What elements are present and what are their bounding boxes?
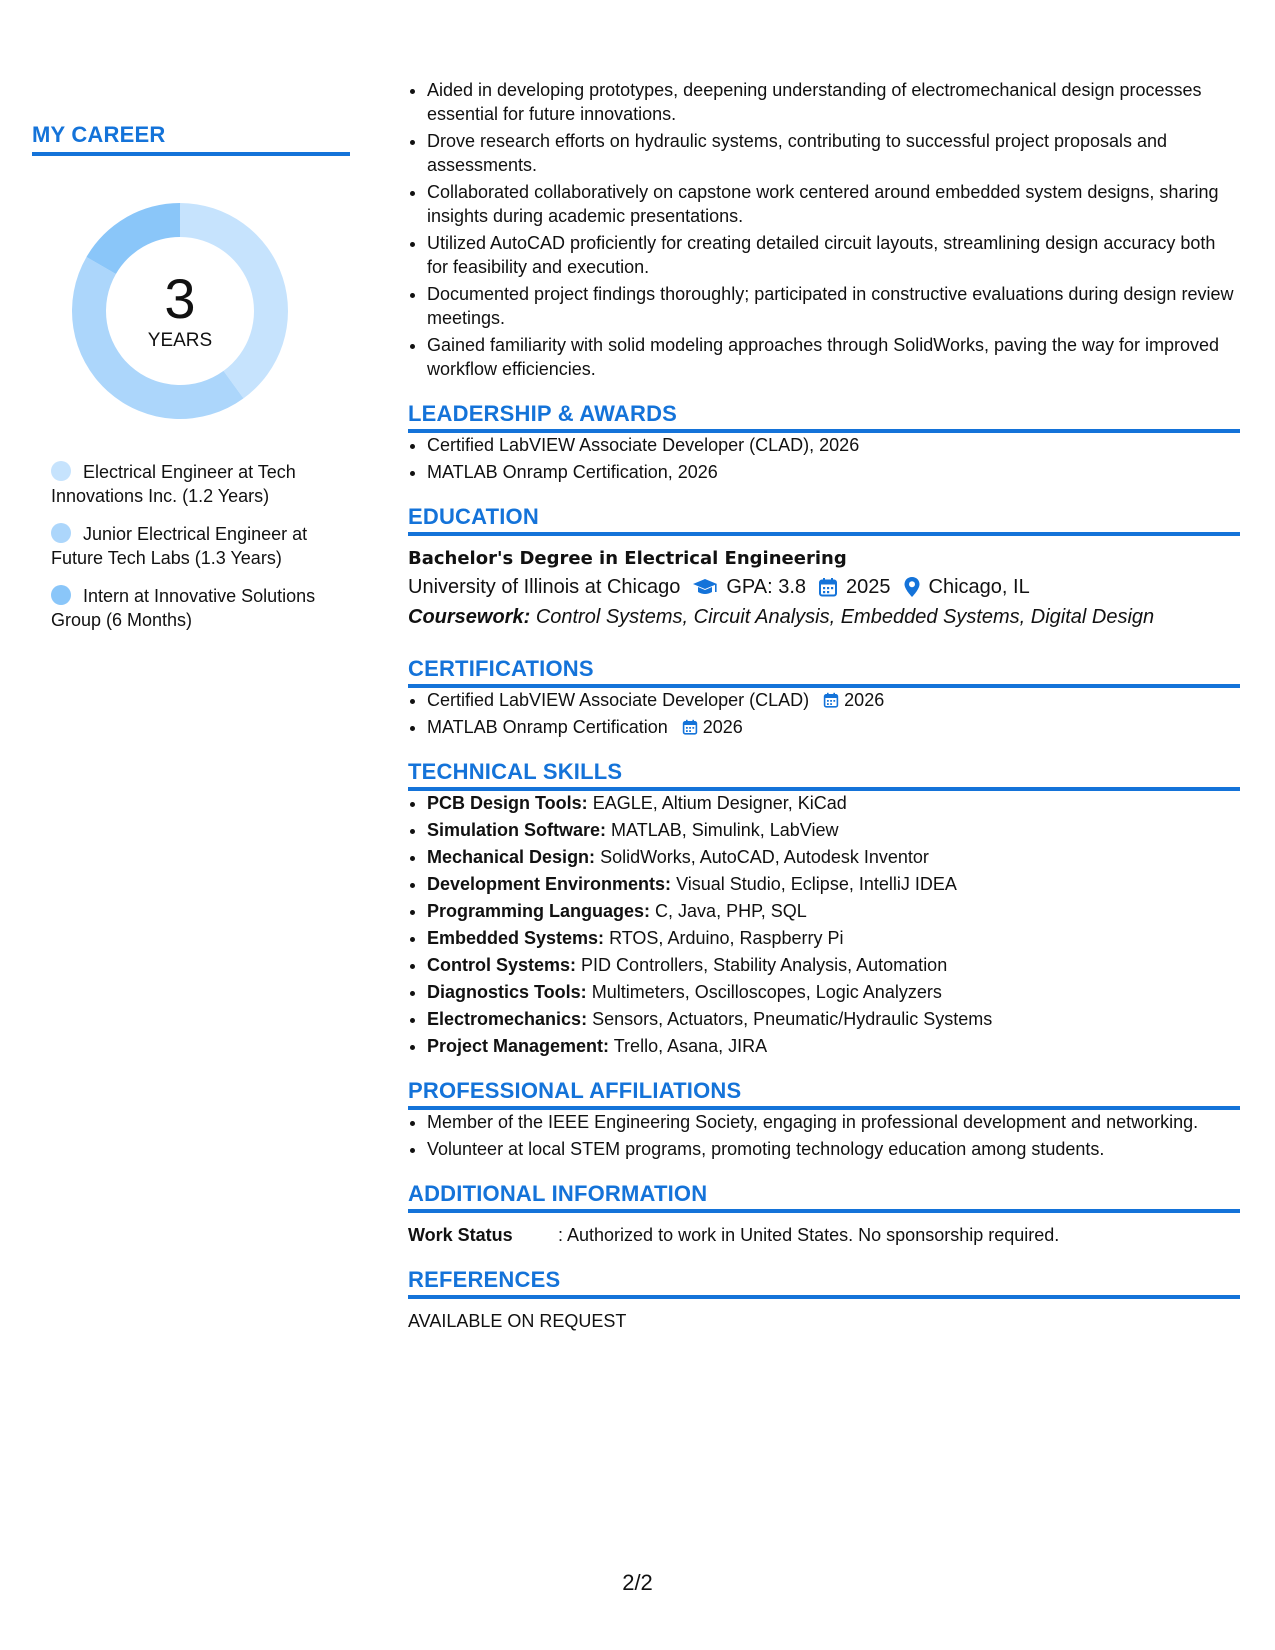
list-item	[427, 926, 1240, 950]
legend-label: Electrical Engineer at Tech Innovations Inc. (1.2 Years)	[51, 462, 296, 506]
career-title: MY CAREER	[32, 122, 350, 156]
list-item: • MATLAB Onramp Certification, 2026	[427, 460, 1240, 484]
gpa: GPA: 3.8	[726, 576, 807, 598]
legend-dot	[51, 523, 71, 543]
calendar-icon	[682, 718, 698, 736]
list-item	[427, 953, 1240, 977]
list-item: • Certified LabVIEW Associate Developer (CLAD), 2026	[427, 433, 1240, 457]
section-title-certifications: CERTIFICATIONS	[408, 656, 1240, 688]
work-status-value: : Authorized to work in United States. No sponsorship required.	[558, 1225, 1060, 1245]
career-sidebar	[32, 122, 352, 646]
section-title-education: EDUCATION	[408, 504, 1240, 536]
list-item	[427, 899, 1240, 923]
skill-category: PCB Design Tools:	[427, 793, 588, 813]
references-text: AVAILABLE ON REQUEST	[408, 1311, 627, 1331]
skills-list	[408, 791, 1240, 1058]
skill-values: Sensors, Actuators, Pneumatic/Hydraulic Systems	[592, 1009, 993, 1029]
skill-category: Project Management:	[427, 1036, 610, 1056]
legend-item	[51, 460, 321, 508]
education-location: Chicago, IL	[928, 576, 1030, 598]
certification-name: • MATLAB Onramp Certification	[427, 717, 668, 737]
list-item	[427, 845, 1240, 869]
list-item	[427, 872, 1240, 896]
legend-label: Junior Electrical Engineer at Future Tech Labs (1.3 Years)	[51, 524, 308, 568]
legend-item	[51, 522, 321, 570]
skill-values: C, Java, PHP, SQL	[655, 901, 807, 921]
list-item	[427, 818, 1240, 842]
career-legend	[51, 460, 352, 632]
section-title-affiliations: PROFESSIONAL AFFILIATIONS	[408, 1078, 1240, 1110]
skill-category: Simulation Software:	[427, 820, 607, 840]
skill-values: PID Controllers, Stability Analysis, Automation	[581, 955, 948, 975]
career-total-unit: YEARS	[147, 330, 213, 351]
list-item: • Volunteer at local STEM programs, promoting technology education among students.	[427, 1137, 1240, 1161]
skill-values: RTOS, Arduino, Raspberry Pi	[609, 928, 844, 948]
coursework-list: Control Systems, Circuit Analysis, Embedded Systems, Digital Design	[535, 606, 1155, 628]
certifications-list	[408, 688, 1240, 739]
skill-category: Diagnostics Tools:	[427, 982, 587, 1002]
coursework	[408, 602, 1240, 632]
education-entry	[408, 546, 1240, 632]
experience-bullets	[408, 78, 1240, 381]
skill-values: MATLAB, Simulink, LabView	[611, 820, 839, 840]
section-title-references: REFERENCES	[408, 1267, 1240, 1299]
work-status-label: Work Status	[408, 1225, 513, 1245]
location-pin-icon	[903, 576, 921, 598]
certification-year: 2026	[844, 690, 885, 710]
list-item	[427, 1007, 1240, 1031]
affiliations-list	[408, 1110, 1240, 1161]
skill-category: Development Environments:	[427, 874, 672, 894]
section-title-skills: TECHNICAL SKILLS	[408, 759, 1240, 791]
graduation-cap-icon	[692, 577, 718, 597]
list-item	[427, 688, 1240, 712]
work-status-row	[408, 1223, 1240, 1247]
skill-category: Control Systems:	[427, 955, 577, 975]
list-item: • Aided in developing prototypes, deepening understanding of electromechanical design processes essential for future innovations.	[427, 78, 1240, 126]
list-item	[427, 715, 1240, 739]
skill-values: EAGLE, Altium Designer, KiCad	[592, 793, 847, 813]
skill-category: Mechanical Design:	[427, 847, 596, 867]
skill-values: SolidWorks, AutoCAD, Autodesk Inventor	[600, 847, 929, 867]
career-total-years: 3	[164, 267, 196, 330]
calendar-icon	[823, 691, 839, 709]
resume-main	[408, 78, 1240, 1333]
school-name: University of Illinois at Chicago	[408, 576, 681, 598]
section-title-leadership: LEADERSHIP & AWARDS	[408, 401, 1240, 433]
certification-name: • Certified LabVIEW Associate Developer (CLAD)	[427, 690, 810, 710]
list-item	[427, 791, 1240, 815]
list-item: • Member of the IEEE Engineering Society, engaging in professional development and networking.	[427, 1110, 1240, 1134]
graduation-year: 2025	[846, 576, 891, 598]
skill-values: Multimeters, Oscilloscopes, Logic Analyzers	[591, 982, 942, 1002]
legend-dot	[51, 585, 71, 605]
list-item	[427, 1034, 1240, 1058]
list-item: • Documented project findings thoroughly; participated in constructive evaluations during design review meetings.	[427, 282, 1240, 330]
calendar-icon	[818, 577, 838, 597]
page-number: 2/2	[622, 1570, 653, 1595]
list-item: • Collaborated collaboratively on capstone work centered around embedded system designs, sharing insights during academic presentations.	[427, 180, 1240, 228]
career-donut-chart	[65, 196, 295, 426]
legend-item	[51, 584, 321, 632]
list-item	[427, 980, 1240, 1004]
degree-name: Bachelor's Degree in Electrical Engineering	[408, 548, 847, 569]
legend-dot	[51, 461, 71, 481]
skill-category: Programming Languages:	[427, 901, 651, 921]
education-details	[408, 572, 1240, 602]
list-item: • Drove research efforts on hydraulic systems, contributing to successful project proposals and assessments.	[427, 129, 1240, 177]
certification-year: 2026	[702, 717, 743, 737]
skill-category: Embedded Systems:	[427, 928, 605, 948]
section-title-additional: ADDITIONAL INFORMATION	[408, 1181, 1240, 1213]
skill-values: Trello, Asana, JIRA	[613, 1036, 768, 1056]
skill-values: Visual Studio, Eclipse, IntelliJ IDEA	[676, 874, 957, 894]
coursework-label: Coursework:	[408, 606, 531, 628]
legend-label: Intern at Innovative Solutions Group (6 Months)	[51, 586, 316, 630]
list-item: • Gained familiarity with solid modeling approaches through SolidWorks, paving the way for improved workflow efficiencies.	[427, 333, 1240, 381]
skill-category: Electromechanics:	[427, 1009, 588, 1029]
leadership-list	[408, 433, 1240, 484]
list-item: • Utilized AutoCAD proficiently for creating detailed circuit layouts, streamlining design accuracy both for feasibility and execution.	[427, 231, 1240, 279]
